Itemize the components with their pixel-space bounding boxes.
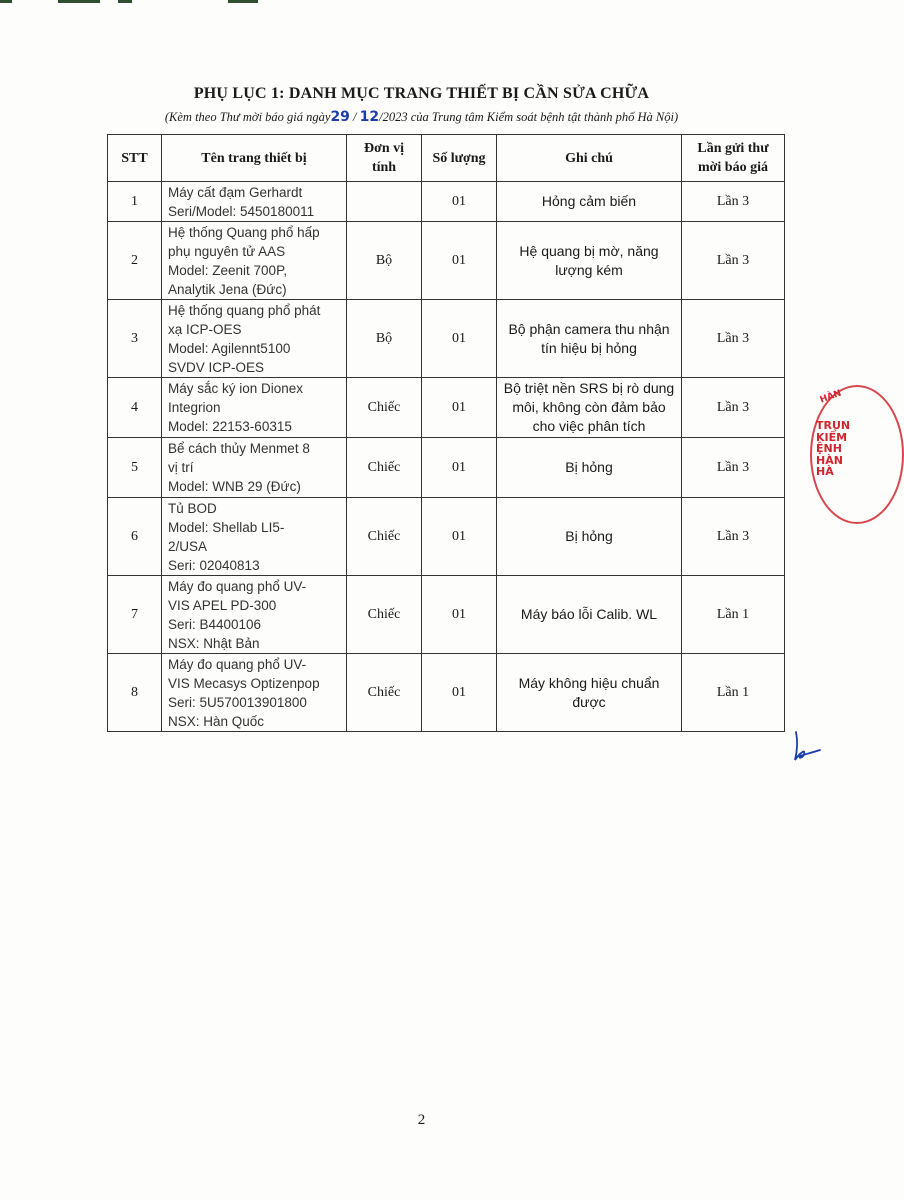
row-round: Lần 1 — [682, 654, 785, 732]
row-quantity: 01 — [422, 182, 497, 222]
seal-arc-text: HÀN — [818, 388, 843, 406]
subtitle-suffix: /2023 của Trung tâm Kiểm soát bệnh tật thành phố Hà Nội) — [379, 110, 679, 124]
table-row — [108, 498, 785, 576]
row-note: Hệ quang bị mờ, năng lượng kém — [497, 222, 682, 300]
seal-line: HÀ — [816, 465, 834, 478]
row-note: Bị hỏng — [497, 438, 682, 498]
equipment-name-line: Hệ thống Quang phổ hấp — [168, 224, 320, 240]
row-unit: Chiếc — [347, 438, 422, 498]
equipment-name-line: Máy đo quang phổ UV- — [168, 656, 307, 672]
row-unit: Chiếc — [347, 654, 422, 732]
table-row — [108, 182, 785, 222]
row-quantity: 01 — [422, 378, 497, 438]
row-equipment-name — [162, 498, 347, 576]
red-seal-stamp — [808, 385, 888, 520]
row-quantity: 01 — [422, 222, 497, 300]
row-equipment-name — [162, 378, 347, 438]
equipment-name-line: Model: WNB 29 (Đức) — [168, 479, 301, 494]
row-stt: 7 — [108, 576, 162, 654]
row-note: Bộ triệt nền SRS bị rò dung môi, không còn đảm bảo cho việc phân tích — [497, 378, 682, 438]
equipment-name-line: Integrion — [168, 400, 221, 415]
row-unit: Bộ — [347, 300, 422, 378]
equipment-name-line: Hệ thống quang phổ phát — [168, 302, 321, 318]
equipment-name-line: Máy sắc ký ion Dionex — [168, 381, 304, 396]
top-edge-mark — [118, 0, 132, 3]
table-header-row — [108, 135, 785, 182]
row-equipment-name — [162, 222, 347, 300]
row-equipment-name — [162, 576, 347, 654]
header-qty: Số lượng — [422, 135, 497, 182]
row-quantity: 01 — [422, 300, 497, 378]
top-edge-mark — [0, 0, 12, 3]
row-stt: 8 — [108, 654, 162, 732]
row-equipment-name — [162, 438, 347, 498]
row-equipment-name — [162, 654, 347, 732]
row-equipment-name — [162, 300, 347, 378]
top-edge-mark — [58, 0, 100, 3]
row-stt: 2 — [108, 222, 162, 300]
equipment-name-line: Seri: B4400106 — [168, 616, 262, 632]
row-unit: Bộ — [347, 222, 422, 300]
equipment-name-line: Máy đo quang phổ UV- — [168, 578, 307, 594]
row-round: Lần 3 — [682, 182, 785, 222]
equipment-name-line: Máy cất đạm Gerhardt — [168, 184, 303, 200]
table-row — [108, 438, 785, 498]
table-row — [108, 654, 785, 732]
row-stt: 4 — [108, 378, 162, 438]
handwritten-day: 29 — [330, 109, 350, 125]
equipment-name-line: Seri: 02040813 — [168, 557, 260, 573]
equipment-name-line: Seri/Model: 5450180011 — [168, 203, 315, 219]
equipment-name-line: xạ ICP-OES — [168, 321, 242, 337]
subtitle-prefix: (Kèm theo Thư mời báo giá ngày — [164, 110, 331, 124]
equipment-name-line: Model: Agilennt5100 — [168, 340, 291, 356]
table-row — [108, 300, 785, 378]
seal-line: KIỂM — [816, 430, 848, 444]
equipment-name-line: Seri: 5U570013901800 — [168, 694, 307, 710]
row-equipment-name — [162, 182, 347, 222]
equipment-name-line: Model: 22153-60315 — [168, 419, 292, 434]
row-unit — [347, 182, 422, 222]
equipment-name-line: NSX: Nhật Bản — [168, 635, 260, 651]
row-note: Bị hỏng — [497, 498, 682, 576]
equipment-name-line: VIS APEL PD-300 — [168, 597, 277, 613]
row-unit: Chiếc — [347, 378, 422, 438]
row-round: Lần 3 — [682, 378, 785, 438]
row-stt: 5 — [108, 438, 162, 498]
row-quantity: 01 — [422, 438, 497, 498]
table-row — [108, 576, 785, 654]
handwritten-signature — [790, 728, 824, 764]
page-title: PHỤ LỤC 1: DANH MỤC TRANG THIẾT BỊ CẦN SỬA CHỮA — [193, 85, 650, 102]
table-row — [108, 222, 785, 300]
header-stt: STT — [108, 135, 162, 182]
row-note: Bộ phận camera thu nhận tín hiệu bị hỏng — [497, 300, 682, 378]
equipment-name-line: Model: Zeenit 700P, — [168, 262, 288, 278]
row-round: Lần 3 — [682, 498, 785, 576]
equipment-name-line: VIS Mecasys Optizenpop — [168, 675, 320, 691]
row-quantity: 01 — [422, 576, 497, 654]
row-stt: 3 — [108, 300, 162, 378]
equipment-name-line: vị trí — [168, 460, 194, 475]
page-number: 2 — [417, 1112, 426, 1128]
seal-line: HÀN — [816, 453, 843, 467]
seal-line: ỆNH — [816, 442, 842, 455]
row-note: Hỏng cảm biến — [497, 182, 682, 222]
equipment-name-line: Tủ BOD — [168, 500, 217, 516]
header-name: Tên trang thiết bị — [162, 135, 347, 182]
equipment-name-line: NSX: Hàn Quốc — [168, 713, 265, 729]
header-note: Ghi chú — [497, 135, 682, 182]
row-round: Lần 3 — [682, 222, 785, 300]
row-note: Máy không hiệu chuẩn được — [497, 654, 682, 732]
equipment-name-line: 2/USA — [168, 538, 208, 554]
row-unit: Chiếc — [347, 498, 422, 576]
row-quantity: 01 — [422, 654, 497, 732]
header-unit: Đơn vị tính — [347, 135, 422, 182]
equipment-name-line: Bể cách thủy Menmet 8 — [168, 441, 310, 456]
row-note: Máy báo lỗi Calib. WL — [497, 576, 682, 654]
row-stt: 6 — [108, 498, 162, 576]
table-row — [108, 378, 785, 438]
row-unit: Chiếc — [347, 576, 422, 654]
header-round: Lần gửi thư mời báo giá — [682, 135, 785, 182]
row-round: Lần 3 — [682, 300, 785, 378]
equipment-table — [107, 134, 785, 732]
page-subtitle — [0, 109, 843, 125]
handwritten-month: 12 — [359, 109, 380, 125]
equipment-name-line: Analytik Jena (Đức) — [168, 281, 287, 297]
equipment-name-line: SVDV ICP-OES — [168, 359, 265, 375]
equipment-name-line: Model: Shellab LI5- — [168, 519, 285, 535]
row-round: Lần 1 — [682, 576, 785, 654]
row-stt: 1 — [108, 182, 162, 222]
top-edge-mark — [228, 0, 258, 3]
row-quantity: 01 — [422, 498, 497, 576]
subtitle-slash: / — [349, 110, 360, 124]
equipment-name-line: phụ nguyên tử AAS — [168, 243, 286, 259]
row-round: Lần 3 — [682, 438, 785, 498]
seal-lines — [816, 420, 850, 478]
seal-line: TRUN — [816, 419, 851, 432]
